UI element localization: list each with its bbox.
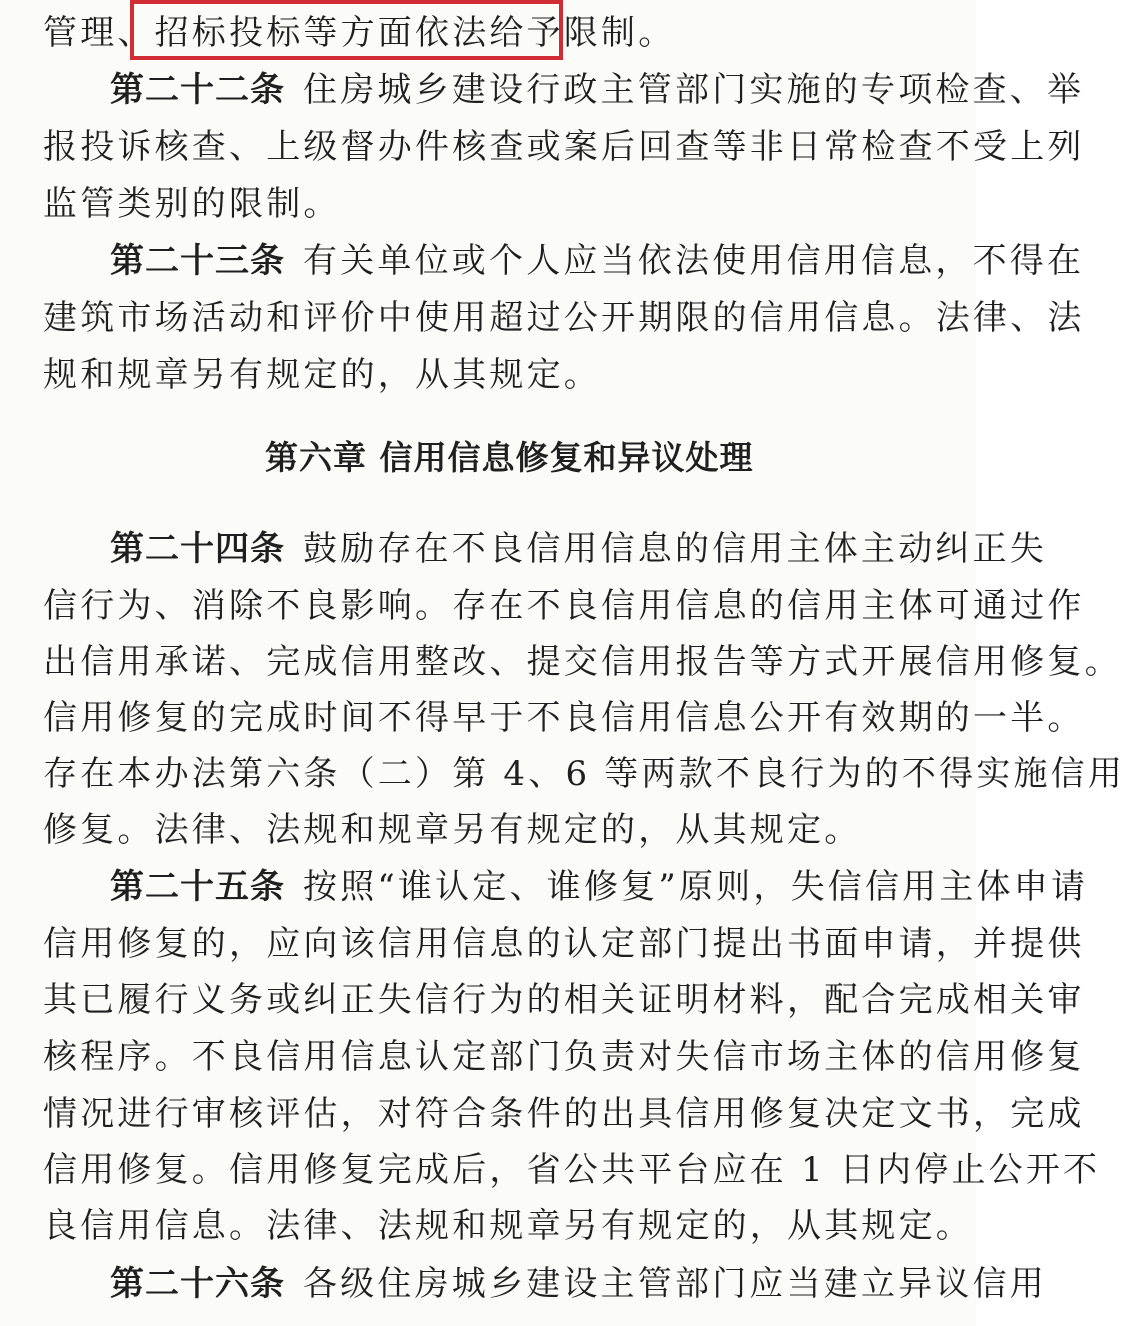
article-label: 第二十二条: [110, 70, 285, 110]
article-text: 各级住房城乡建设主管部门应当建立异议信用: [303, 1264, 1047, 1304]
article-text: 按照“谁认定、谁修复”原则，失信信用主体申请: [303, 867, 1089, 907]
text-line: 核程序。不良信用信息认定部门负责对失信市场主体的信用修复: [43, 1037, 1085, 1077]
text-line: 情况进行审核评估，对符合条件的出具信用修复决定文书，完成: [43, 1094, 1085, 1134]
article-text: 有关单位或个人应当依法使用信用信息，不得在: [303, 241, 1085, 281]
text-line: 出信用承诺、完成信用整改、提交信用报告等方式开展信用修复。: [43, 642, 1122, 682]
article-25: [110, 867, 1089, 907]
text-line: 良信用信息。法律、法规和规章另有规定的，从其规定。: [43, 1206, 973, 1246]
text-line: 修复。法律、法规和规章另有规定的，从其规定。: [43, 810, 862, 850]
text-line: 存在本办法第六条（二）第 4、6 等两款不良行为的不得实施信用: [43, 754, 1125, 794]
article-24: [110, 529, 1047, 569]
text-line: 报投诉核查、上级督办件核查或案后回查等非日常检查不受上列: [43, 127, 1085, 167]
text-line: 建筑市场活动和评价中使用超过公开期限的信用信息。法律、法: [43, 298, 1085, 338]
article-label: 第二十五条: [110, 867, 285, 907]
text-line: 信用修复的，应向该信用信息的认定部门提出书面申请，并提供: [43, 924, 1085, 964]
article-text: 鼓励存在不良信用信息的信用主体主动纠正失: [303, 529, 1047, 569]
article-label: 第二十三条: [110, 241, 285, 281]
text-line: 其已履行义务或纠正失信行为的相关证明材料，配合完成相关审: [43, 980, 1085, 1020]
article-text: 住房城乡建设行政主管部门实施的专项检查、举: [303, 70, 1085, 110]
article-26: [110, 1264, 1047, 1304]
article-label: 第二十六条: [110, 1264, 285, 1304]
text-line: 监管类别的限制。: [43, 184, 341, 224]
text-line: 管理、招标投标等方面依法给予限制。: [43, 13, 676, 53]
article-label: 第二十四条: [110, 529, 285, 569]
text-line: 信行为、消除不良影响。存在不良信用信息的信用主体可通过作: [43, 586, 1085, 626]
text-line: 信用修复。信用修复完成后，省公共平台应在 1 日内停止公开不: [43, 1150, 1101, 1190]
text-line: 信用修复的完成时间不得早于不良信用信息公开有效期的一半。: [43, 698, 1085, 738]
article-22: [110, 70, 1085, 110]
article-23: [110, 241, 1085, 281]
text-line: 规和规章另有规定的，从其规定。: [43, 355, 601, 395]
chapter-heading: 第六章 信用信息修复和异议处理: [265, 438, 754, 477]
